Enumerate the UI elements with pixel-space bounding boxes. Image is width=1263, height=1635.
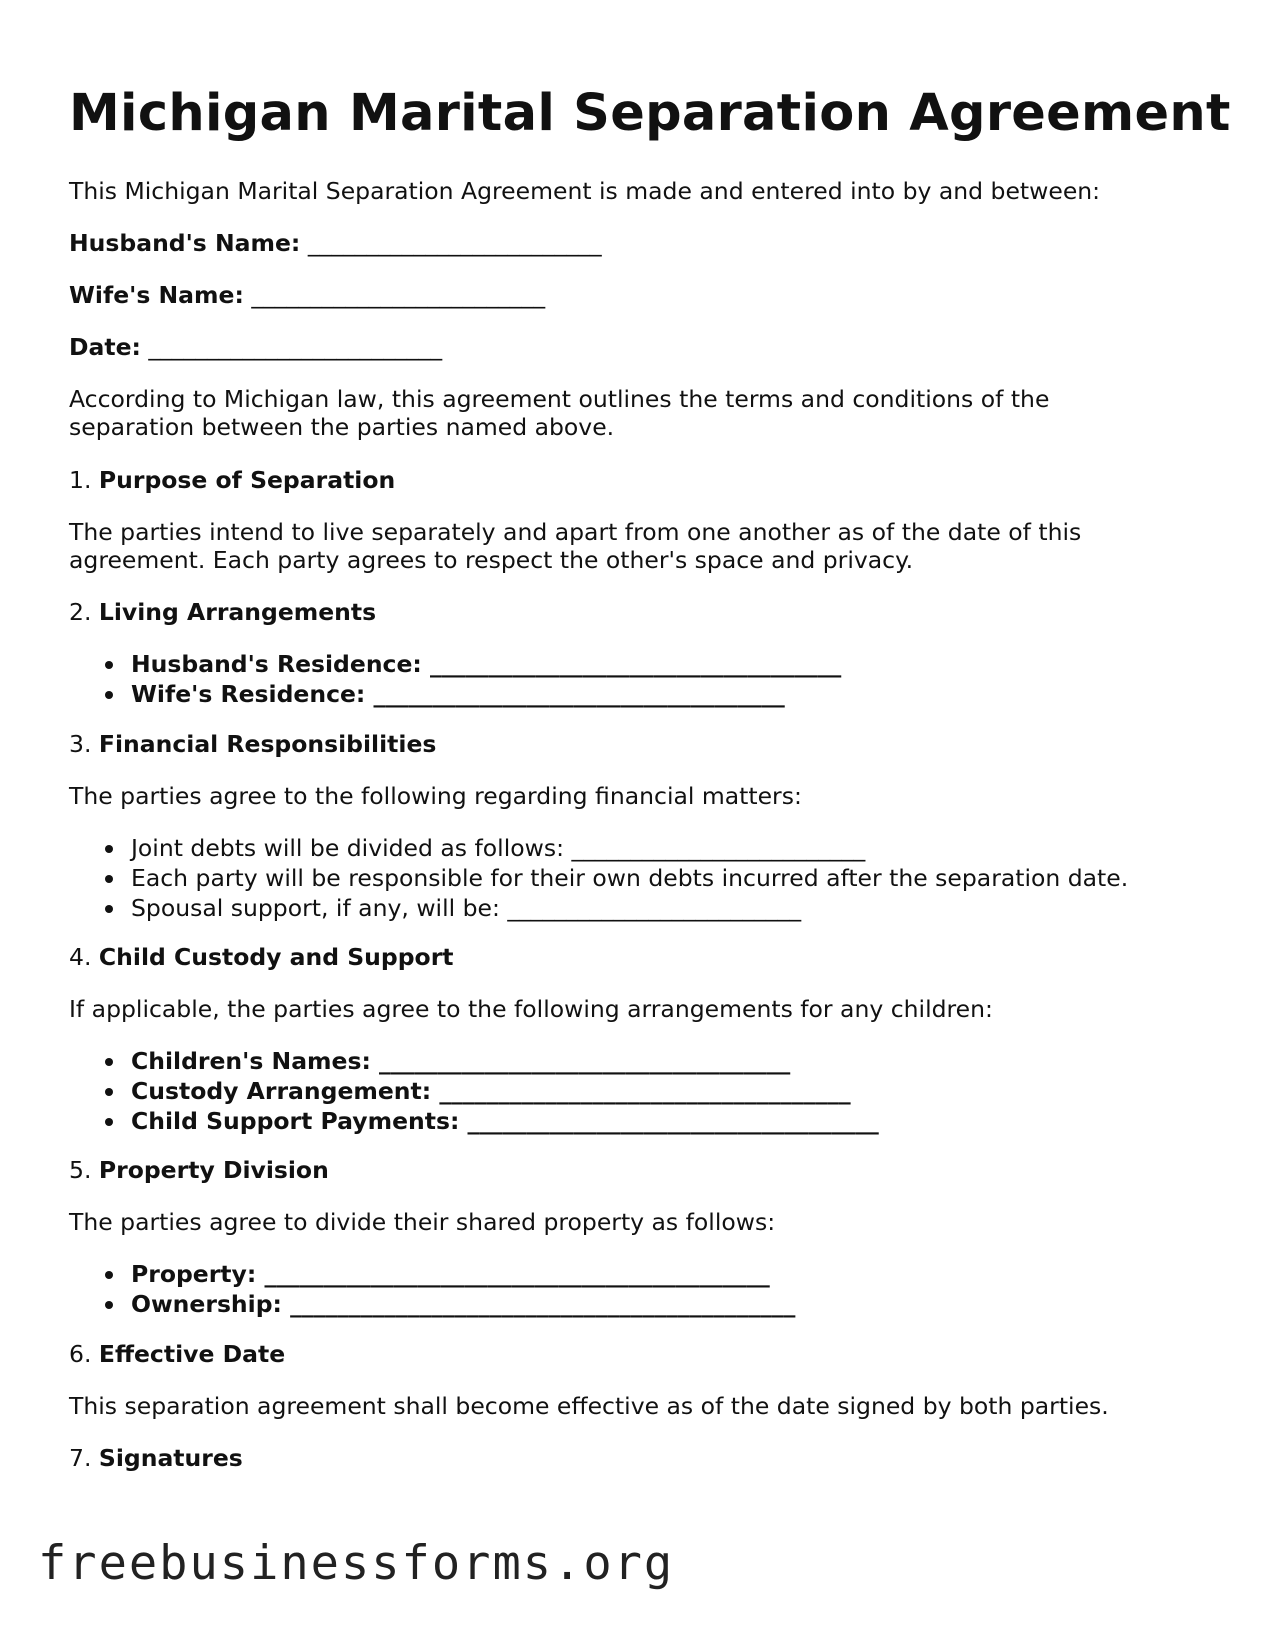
preamble-line-1: According to Michigan law, this agreement outlines the terms and conditions of the [69,385,1050,413]
list-item: Child Support Payments: ___________________________________ [69,1106,879,1136]
section-number: 7. [69,1444,92,1472]
section-4-heading [69,942,454,972]
husband-name-blank: _________________________ [307,229,602,257]
child-custody-list [69,1046,879,1136]
section-title: Financial Responsibilities [98,730,437,758]
section-3-heading [69,729,436,759]
list-item: Children's Names: ___________________________________ [69,1046,879,1076]
intro-text: This Michigan Marital Separation Agreement is made and entered into by and between: [69,177,1101,205]
section-number: 1. [69,466,92,494]
section-title: Property Division [98,1156,329,1184]
section-1-heading [69,465,395,495]
list-item: Husband's Residence: ___________________________________ [69,649,841,679]
document-title: Michigan Marital Separation Agreement [69,84,1231,143]
wife-name-field [69,280,545,310]
section-5-text: The parties agree to divide their shared property as follows: [69,1208,776,1236]
section-number: 3. [69,730,92,758]
section-1-text-line-1: The parties intend to live separately and apart from one another as of the date of this [69,518,1082,546]
section-3-text: The parties agree to the following regarding financial matters: [69,782,802,810]
section-7-heading [69,1443,243,1473]
financial-list [69,833,1128,923]
list-item: Spousal support, if any, will be: _________________________ [69,893,1128,923]
list-item: Each party will be responsible for their own debts incurred after the separation date. [69,863,1128,893]
section-5-heading [69,1155,329,1185]
section-6-text: This separation agreement shall become effective as of the date signed by both parties. [69,1392,1109,1420]
living-arrangements-list [69,649,841,709]
watermark: freebusinessforms.org [38,1536,675,1591]
section-4-text: If applicable, the parties agree to the following arrangements for any children: [69,995,993,1023]
section-number: 6. [69,1340,92,1368]
section-2-heading [69,597,376,627]
section-title: Signatures [98,1444,243,1472]
section-number: 2. [69,598,92,626]
list-item: Joint debts will be divided as follows: _________________________ [69,833,1128,863]
section-title: Living Arrangements [98,598,377,626]
list-item: Property: ___________________________________________ [69,1259,795,1289]
husband-name-field [69,228,602,258]
date-blank: _________________________ [148,333,443,361]
section-title: Purpose of Separation [98,466,396,494]
section-number: 4. [69,943,92,971]
section-1-text-line-2: agreement. Each party agrees to respect the other's space and privacy. [69,546,914,574]
date-field [69,332,442,362]
property-list [69,1259,795,1319]
list-item: Custody Arrangement: ___________________________________ [69,1076,879,1106]
section-6-heading [69,1339,285,1369]
wife-name-blank: _________________________ [251,281,546,309]
date-label: Date: [69,333,141,361]
list-item: Ownership: ___________________________________________ [69,1289,795,1319]
preamble-line-2: separation between the parties named above. [69,413,615,441]
wife-name-label: Wife's Name: [69,281,244,309]
husband-name-label: Husband's Name: [69,229,301,257]
section-title: Effective Date [98,1340,286,1368]
list-item: Wife's Residence: ___________________________________ [69,679,841,709]
section-title: Child Custody and Support [98,943,454,971]
section-number: 5. [69,1156,92,1184]
